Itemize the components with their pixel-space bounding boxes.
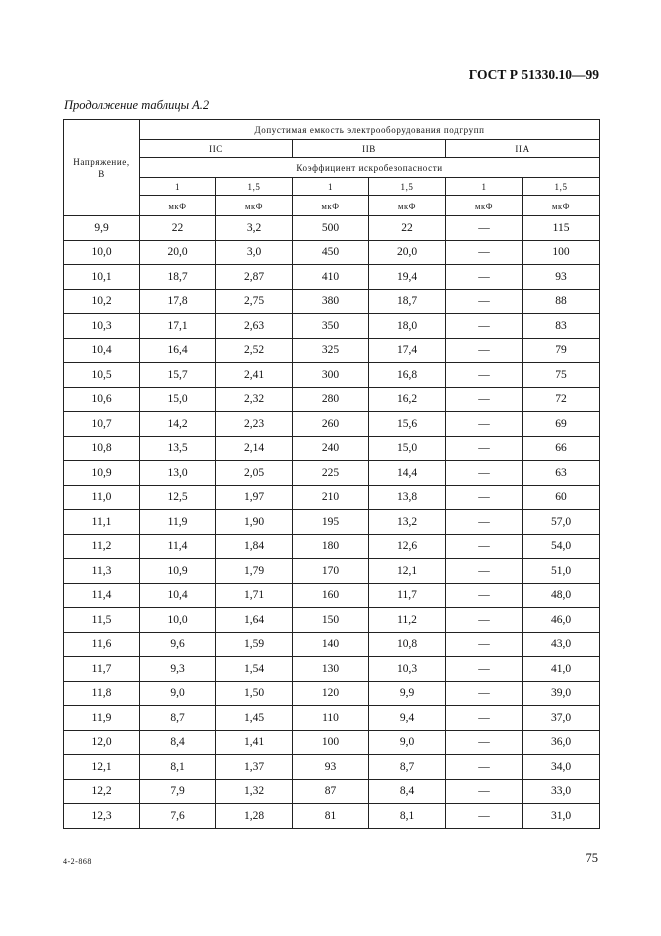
capacitance-cell: 72 — [523, 387, 600, 412]
capacitance-cell: 17,1 — [140, 314, 216, 339]
capacitance-cell: 170 — [293, 559, 369, 584]
voltage-header-label: Напряжение, — [73, 156, 130, 167]
capacitance-cell: 9,9 — [369, 681, 446, 706]
capacitance-table — [63, 119, 600, 829]
capacitance-cell: — — [446, 608, 523, 633]
capacitance-cell: 160 — [293, 583, 369, 608]
voltage-cell: 11,9 — [64, 706, 140, 731]
capacitance-cell: 8,7 — [369, 755, 446, 780]
capacitance-cell: 13,0 — [140, 461, 216, 486]
capacitance-cell: 2,75 — [216, 289, 293, 314]
capacitance-cell: 130 — [293, 657, 369, 682]
factor-cell: 1 — [293, 178, 369, 196]
voltage-header — [64, 120, 140, 216]
capacitance-cell: 87 — [293, 779, 369, 804]
capacitance-cell: 13,2 — [369, 510, 446, 535]
capacitance-cell: 51,0 — [523, 559, 600, 584]
table-row — [64, 461, 600, 486]
capacitance-cell: — — [446, 289, 523, 314]
capacitance-cell: 9,0 — [140, 681, 216, 706]
capacitance-cell: 1,32 — [216, 779, 293, 804]
capacitance-cell: 39,0 — [523, 681, 600, 706]
capacitance-cell: — — [446, 216, 523, 241]
capacitance-cell: 60 — [523, 485, 600, 510]
capacitance-cell: — — [446, 583, 523, 608]
table-row — [64, 289, 600, 314]
unit-cell: мкФ — [140, 196, 216, 216]
capacitance-cell: 450 — [293, 240, 369, 265]
table-row — [64, 510, 600, 535]
capacitance-cell: 9,6 — [140, 632, 216, 657]
capacitance-cell: 14,4 — [369, 461, 446, 486]
table-row — [64, 804, 600, 829]
capacitance-cell: 41,0 — [523, 657, 600, 682]
capacitance-cell: 10,8 — [369, 632, 446, 657]
table-row — [64, 240, 600, 265]
capacitance-cell: 19,4 — [369, 265, 446, 290]
capacitance-cell: 83 — [523, 314, 600, 339]
table-row — [64, 755, 600, 780]
group-header-iib: IIB — [293, 140, 446, 158]
factor-cell: 1,5 — [216, 178, 293, 196]
capacitance-cell: 8,4 — [140, 730, 216, 755]
capacitance-cell: 150 — [293, 608, 369, 633]
table-row — [64, 779, 600, 804]
capacitance-cell: 20,0 — [369, 240, 446, 265]
capacitance-cell: 10,9 — [140, 559, 216, 584]
voltage-cell: 11,4 — [64, 583, 140, 608]
unit-cell: мкФ — [446, 196, 523, 216]
capacitance-cell: — — [446, 436, 523, 461]
capacitance-cell: 43,0 — [523, 632, 600, 657]
voltage-cell: 11,5 — [64, 608, 140, 633]
capacitance-cell: 1,90 — [216, 510, 293, 535]
capacitance-cell: 9,3 — [140, 657, 216, 682]
capacitance-cell: 2,14 — [216, 436, 293, 461]
capacitance-cell: 93 — [523, 265, 600, 290]
voltage-cell: 10,2 — [64, 289, 140, 314]
capacitance-cell: — — [446, 387, 523, 412]
capacitance-cell: 3,0 — [216, 240, 293, 265]
capacitance-cell: 2,87 — [216, 265, 293, 290]
capacitance-cell: 350 — [293, 314, 369, 339]
table-row — [64, 657, 600, 682]
capacitance-cell: — — [446, 804, 523, 829]
capacitance-cell: — — [446, 240, 523, 265]
capacitance-cell: — — [446, 755, 523, 780]
factor-cell: 1,5 — [523, 178, 600, 196]
voltage-cell: 10,8 — [64, 436, 140, 461]
capacitance-cell: 16,4 — [140, 338, 216, 363]
capacitance-cell: 3,2 — [216, 216, 293, 241]
voltage-cell: 10,0 — [64, 240, 140, 265]
voltage-cell: 12,3 — [64, 804, 140, 829]
voltage-cell: 11,1 — [64, 510, 140, 535]
group-header-iic: IIC — [140, 140, 293, 158]
table-row — [64, 387, 600, 412]
table-caption: Продолжение таблицы А.2 — [64, 98, 210, 112]
table-row — [64, 436, 600, 461]
capacitance-cell: 1,59 — [216, 632, 293, 657]
capacitance-cell: — — [446, 534, 523, 559]
capacitance-cell: 325 — [293, 338, 369, 363]
capacitance-cell: 13,8 — [369, 485, 446, 510]
capacitance-cell: 2,05 — [216, 461, 293, 486]
capacitance-cell: 110 — [293, 706, 369, 731]
capacitance-cell: 240 — [293, 436, 369, 461]
voltage-cell: 12,1 — [64, 755, 140, 780]
capacitance-cell: — — [446, 265, 523, 290]
capacitance-cell: 140 — [293, 632, 369, 657]
capacitance-cell: 8,7 — [140, 706, 216, 731]
unit-cell: мкФ — [523, 196, 600, 216]
capacitance-cell: 11,2 — [369, 608, 446, 633]
capacitance-cell: 10,0 — [140, 608, 216, 633]
capacitance-cell: 7,9 — [140, 779, 216, 804]
table-row — [64, 681, 600, 706]
capacitance-cell: 11,4 — [140, 534, 216, 559]
capacitance-cell: 20,0 — [140, 240, 216, 265]
capacitance-cell: 380 — [293, 289, 369, 314]
capacitance-cell: 18,0 — [369, 314, 446, 339]
capacitance-cell: 12,6 — [369, 534, 446, 559]
capacitance-cell: 2,32 — [216, 387, 293, 412]
table-row — [64, 265, 600, 290]
capacitance-cell: 69 — [523, 412, 600, 437]
group-header-iia: IIA — [446, 140, 600, 158]
voltage-cell: 10,7 — [64, 412, 140, 437]
capacitance-cell: 37,0 — [523, 706, 600, 731]
capacitance-cell: 34,0 — [523, 755, 600, 780]
capacitance-cell: — — [446, 485, 523, 510]
capacitance-cell: 13,5 — [140, 436, 216, 461]
capacitance-cell: 2,52 — [216, 338, 293, 363]
capacitance-cell: — — [446, 510, 523, 535]
voltage-cell: 10,3 — [64, 314, 140, 339]
unit-cell: мкФ — [216, 196, 293, 216]
capacitance-cell: 2,23 — [216, 412, 293, 437]
table-row — [64, 534, 600, 559]
capacitance-cell: 22 — [369, 216, 446, 241]
capacitance-cell: 500 — [293, 216, 369, 241]
capacitance-cell: 1,54 — [216, 657, 293, 682]
table-row — [64, 608, 600, 633]
capacitance-cell: 225 — [293, 461, 369, 486]
voltage-cell: 12,2 — [64, 779, 140, 804]
capacitance-cell: 17,8 — [140, 289, 216, 314]
capacitance-cell: 15,0 — [140, 387, 216, 412]
capacitance-cell: — — [446, 657, 523, 682]
capacitance-cell: 16,2 — [369, 387, 446, 412]
table-row — [64, 412, 600, 437]
capacitance-cell: 11,9 — [140, 510, 216, 535]
capacitance-cell: 1,71 — [216, 583, 293, 608]
capacitance-cell: 79 — [523, 338, 600, 363]
capacitance-cell: 1,64 — [216, 608, 293, 633]
print-code: 4-2-868 — [63, 857, 92, 866]
capacitance-cell: 1,50 — [216, 681, 293, 706]
table-row — [64, 216, 600, 241]
capacitance-cell: 81 — [293, 804, 369, 829]
capacitance-cell: 1,84 — [216, 534, 293, 559]
capacitance-cell: 15,0 — [369, 436, 446, 461]
factor-cell: 1,5 — [369, 178, 446, 196]
document-id: ГОСТ Р 51330.10—99 — [468, 67, 599, 82]
capacitance-cell: 31,0 — [523, 804, 600, 829]
capacitance-cell: 18,7 — [369, 289, 446, 314]
capacitance-cell: 210 — [293, 485, 369, 510]
capacitance-cell: — — [446, 559, 523, 584]
capacitance-cell: 10,3 — [369, 657, 446, 682]
capacitance-cell: 16,8 — [369, 363, 446, 388]
page-number: 75 — [585, 851, 598, 865]
capacitance-cell: 46,0 — [523, 608, 600, 633]
capacitance-cell: 1,45 — [216, 706, 293, 731]
table-row — [64, 559, 600, 584]
table-row — [64, 338, 600, 363]
capacitance-cell: 180 — [293, 534, 369, 559]
capacitance-cell: 75 — [523, 363, 600, 388]
capacitance-cell: 63 — [523, 461, 600, 486]
capacitance-cell: 12,5 — [140, 485, 216, 510]
capacitance-cell: — — [446, 706, 523, 731]
capacitance-cell: 300 — [293, 363, 369, 388]
capacitance-cell: 115 — [523, 216, 600, 241]
capacitance-cell: — — [446, 338, 523, 363]
capacitance-cell: — — [446, 412, 523, 437]
capacitance-cell: 120 — [293, 681, 369, 706]
capacitance-cell: 88 — [523, 289, 600, 314]
capacitance-cell: 66 — [523, 436, 600, 461]
table-row — [64, 632, 600, 657]
capacitance-cell: 1,79 — [216, 559, 293, 584]
capacitance-cell: 2,41 — [216, 363, 293, 388]
unit-cell: мкФ — [369, 196, 446, 216]
voltage-cell: 10,5 — [64, 363, 140, 388]
table-title: Допустимая емкость электрооборудования подгрупп — [140, 120, 600, 140]
coefficient-header: Коэффициент искробезопасности — [140, 158, 600, 178]
capacitance-cell: — — [446, 730, 523, 755]
voltage-cell: 11,3 — [64, 559, 140, 584]
voltage-cell: 11,6 — [64, 632, 140, 657]
capacitance-cell: 1,37 — [216, 755, 293, 780]
capacitance-cell: 2,63 — [216, 314, 293, 339]
capacitance-cell: 195 — [293, 510, 369, 535]
capacitance-cell: 100 — [293, 730, 369, 755]
capacitance-cell: — — [446, 632, 523, 657]
capacitance-cell: 18,7 — [140, 265, 216, 290]
capacitance-cell: 36,0 — [523, 730, 600, 755]
capacitance-cell: 17,4 — [369, 338, 446, 363]
capacitance-cell: — — [446, 681, 523, 706]
table-row — [64, 730, 600, 755]
table-row — [64, 314, 600, 339]
capacitance-cell: 8,1 — [369, 804, 446, 829]
capacitance-cell: — — [446, 779, 523, 804]
voltage-cell: 10,1 — [64, 265, 140, 290]
voltage-cell: 11,7 — [64, 657, 140, 682]
capacitance-cell: 57,0 — [523, 510, 600, 535]
table-row — [64, 485, 600, 510]
table-row — [64, 363, 600, 388]
capacitance-cell: 1,41 — [216, 730, 293, 755]
capacitance-cell: 1,97 — [216, 485, 293, 510]
factor-cell: 1 — [140, 178, 216, 196]
voltage-cell: 12,0 — [64, 730, 140, 755]
capacitance-cell: — — [446, 461, 523, 486]
capacitance-cell: 93 — [293, 755, 369, 780]
factor-cell: 1 — [446, 178, 523, 196]
capacitance-cell: 8,1 — [140, 755, 216, 780]
capacitance-cell: — — [446, 314, 523, 339]
capacitance-cell: 54,0 — [523, 534, 600, 559]
voltage-cell: 11,0 — [64, 485, 140, 510]
capacitance-cell: 9,0 — [369, 730, 446, 755]
table-row — [64, 706, 600, 731]
capacitance-cell: 15,7 — [140, 363, 216, 388]
capacitance-cell: 14,2 — [140, 412, 216, 437]
capacitance-cell: 48,0 — [523, 583, 600, 608]
voltage-cell: 10,9 — [64, 461, 140, 486]
capacitance-cell: 11,7 — [369, 583, 446, 608]
capacitance-cell: 10,4 — [140, 583, 216, 608]
voltage-cell: 11,8 — [64, 681, 140, 706]
capacitance-cell: 280 — [293, 387, 369, 412]
capacitance-cell: 9,4 — [369, 706, 446, 731]
voltage-cell: 9,9 — [64, 216, 140, 241]
unit-cell: мкФ — [293, 196, 369, 216]
table-row — [64, 583, 600, 608]
capacitance-cell: 15,6 — [369, 412, 446, 437]
capacitance-cell: 8,4 — [369, 779, 446, 804]
voltage-header-unit: В — [98, 168, 105, 179]
capacitance-cell: 22 — [140, 216, 216, 241]
capacitance-cell: 7,6 — [140, 804, 216, 829]
capacitance-cell: 12,1 — [369, 559, 446, 584]
capacitance-cell: 410 — [293, 265, 369, 290]
voltage-cell: 10,4 — [64, 338, 140, 363]
capacitance-cell: 1,28 — [216, 804, 293, 829]
capacitance-cell: — — [446, 363, 523, 388]
capacitance-cell: 100 — [523, 240, 600, 265]
capacitance-cell: 260 — [293, 412, 369, 437]
voltage-cell: 11,2 — [64, 534, 140, 559]
capacitance-cell: 33,0 — [523, 779, 600, 804]
voltage-cell: 10,6 — [64, 387, 140, 412]
